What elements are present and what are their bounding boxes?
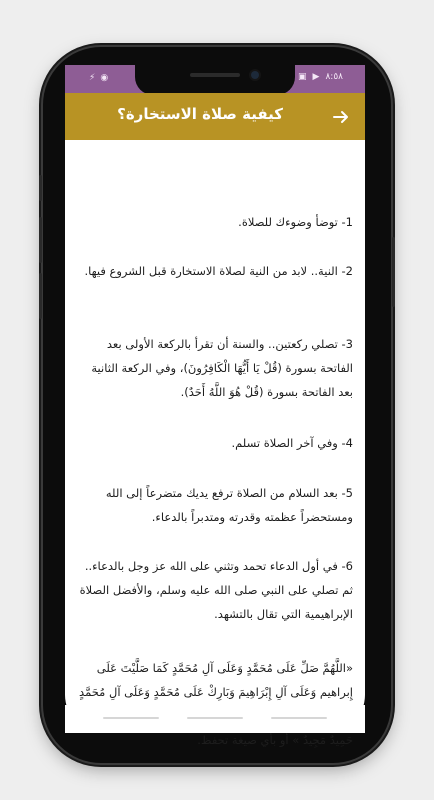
app-screen — [65, 65, 365, 747]
volume-down-button — [39, 273, 42, 319]
front-camera — [251, 71, 259, 79]
article-content[interactable] — [65, 140, 365, 747]
step-3: 3- تصلي ركعتين.. والسنة أن تقرأ بالركعة الأولى بعد الفاتحة بسورة (قُلْ يَا أَيُّهَا الْكَافِرُونَ)، وفي الركعة الثانية بعد الفاتحة بسورة (قُلْ هُوَ اللَّهُ أَحَدٌ). — [91, 337, 353, 399]
gesture-bar — [65, 705, 365, 733]
nav-indicator-right — [271, 717, 327, 719]
location-icon: ◉ — [100, 73, 109, 83]
bolt-icon: ⚡ — [89, 73, 96, 83]
play-icon: ▶ — [312, 72, 320, 82]
status-bar — [65, 65, 365, 93]
nav-indicator-center — [187, 717, 243, 719]
mute-switch — [39, 175, 42, 201]
status-left-icons — [89, 73, 108, 83]
status-right-icons — [298, 72, 343, 82]
back-button[interactable] — [327, 103, 355, 131]
status-time: ٨:٥٨ — [325, 72, 343, 82]
volume-up-button — [39, 217, 42, 263]
step-5: 5- بعد السلام من الصلاة ترفع يديك متضرعاً إلى الله ومستحضراً عظمته وقدرته ومتدبراً بالدعاء. — [105, 486, 353, 524]
camera-notch — [135, 63, 295, 95]
arrow-right-icon — [333, 110, 349, 124]
gallery-icon: ▣ — [298, 72, 307, 82]
step-4: 4- وفي آخر الصلاة تسلم. — [231, 436, 353, 450]
speaker-grille — [190, 73, 240, 77]
step-6: 6- في أول الدعاء تحمد وتثني على الله عز وجل بالدعاء.. ثم تصلي على النبي صلى الله عليه وسلم، والأفضل الصلاة الإبراهيمية التي تقال بالتشهد. — [79, 559, 353, 621]
prayer-text: «اللَّهُمَّ صَلِّ عَلَى مُحَمَّدٍ وَعَلَى آلِ مُحَمَّدٍ كَمَا صَلَّيْتَ عَلَى إِبراهيم وَعَلَى آلِ إِبْرَاهِيمَ وَبَارِكْ عَلَى مُحَمَّدٍ وَعَلَى آلِ مُحَمَّدٍ حَمِيدٌ مَجِيدٌ » أو بأي صيغة تحفظ. — [79, 661, 353, 747]
app-bar — [65, 93, 365, 140]
step-2: 2- النية.. لابد من النية لصلاة الاستخارة قبل الشروع فيها. — [84, 264, 353, 278]
power-button — [392, 237, 395, 307]
nav-indicator-left — [103, 717, 159, 719]
step-1: 1- توضأ وضوءك للصلاة. — [238, 215, 353, 229]
page-title: كيفية صلاة الاستخارة؟ — [117, 105, 283, 123]
